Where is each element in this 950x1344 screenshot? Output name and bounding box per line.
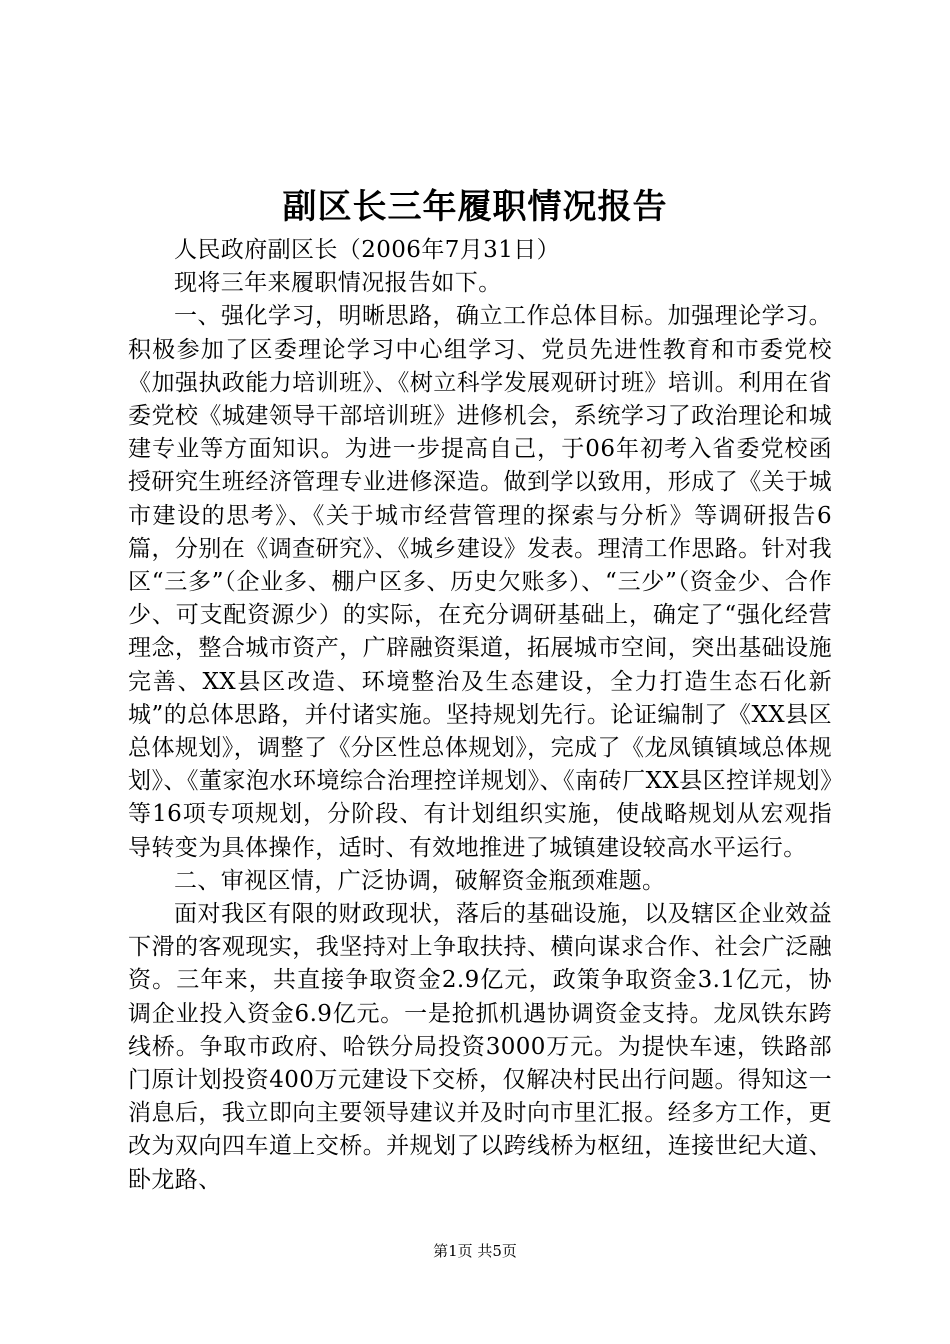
paragraph-section-one: 一、强化学习，明晰思路，确立工作总体目标。加强理论学习。积极参加了区委理论学习中心组学习、党员先进性教育和市委党校《加强执政能力培训班》、《树立科学发展观研讨班》培训。利用在省委党校《城建领导干部培训班》进修机会，系统学习了政治理论和城建专业等方面知识。为进一步提高自己，于06年初考入省委党校函授研究生班经济管理专业进修深造。做到学以致用，形成了《关于城市建设的思考》、《关于城市经营管理的探索与分析》等调研报告6篇，分别在《调查研究》、《城乡建设》发表。理清工作思路。针对我区“三多”（企业多、棚户区多、历史欠账多）、“三少”（资金少、合作少、可支配资源少）的实际，在充分调研基础上，确定了“强化经营理念，整合城市资产，广辟融资渠道，拓展城市空间，突出基础设施完善、XX县区改造、环境整治及生态建设，全力打造生态石化新城”的总体思路，并付诸实施。坚持规划先行。论证编制了《XX县区总体规划》，调整了《分区性总体规划》，完成了《龙凤镇镇域总体规划》、《董家泡水环境综合治理控详规划》、《南砖厂XX县区控详规划》等16项专项规划，分阶段、有计划组织实施，使战略规划从宏观指导转变为具体操作，适时、有效地推进了城镇建设较高水平运行。: [128, 303, 832, 861]
paragraph-section-two-heading: 二、审视区情，广泛协调，破解资金瓶颈难题。: [174, 867, 666, 894]
paragraph-author-date: 人民政府副区长（2006年7月31日）: [174, 237, 561, 263]
paragraph-section-two-body: 面对我区有限的财政现状，落后的基础设施，以及辖区企业效益下滑的客观现实，我坚持对上争取扶持、横向谋求合作、社会广泛融资。三年来，共直接争取资金2.9亿元，政策争取资金3.1亿元，协调企业投入资金6.9亿元。一是抢抓机遇协调资金支持。龙凤铁东跨线桥。争取市政府、哈铁分局投资3000万元。为提快车速，铁路部门原计划投资400万元建设下交桥，仅解决村民出行问题。得知这一消息后，我立即向主要领导建议并及时向市里汇报。经多方工作，更改为双向四车道上交桥。并规划了以跨线桥为枢纽，连接世纪大道、卧龙路、: [128, 901, 832, 1193]
document-title: 副区长三年履职情况报告: [282, 187, 668, 227]
document-body: [128, 234, 832, 1197]
paragraph-intro: 现将三年来履职情况报告如下。: [174, 270, 502, 297]
page-footer: 第1页 共5页: [433, 1242, 517, 1260]
